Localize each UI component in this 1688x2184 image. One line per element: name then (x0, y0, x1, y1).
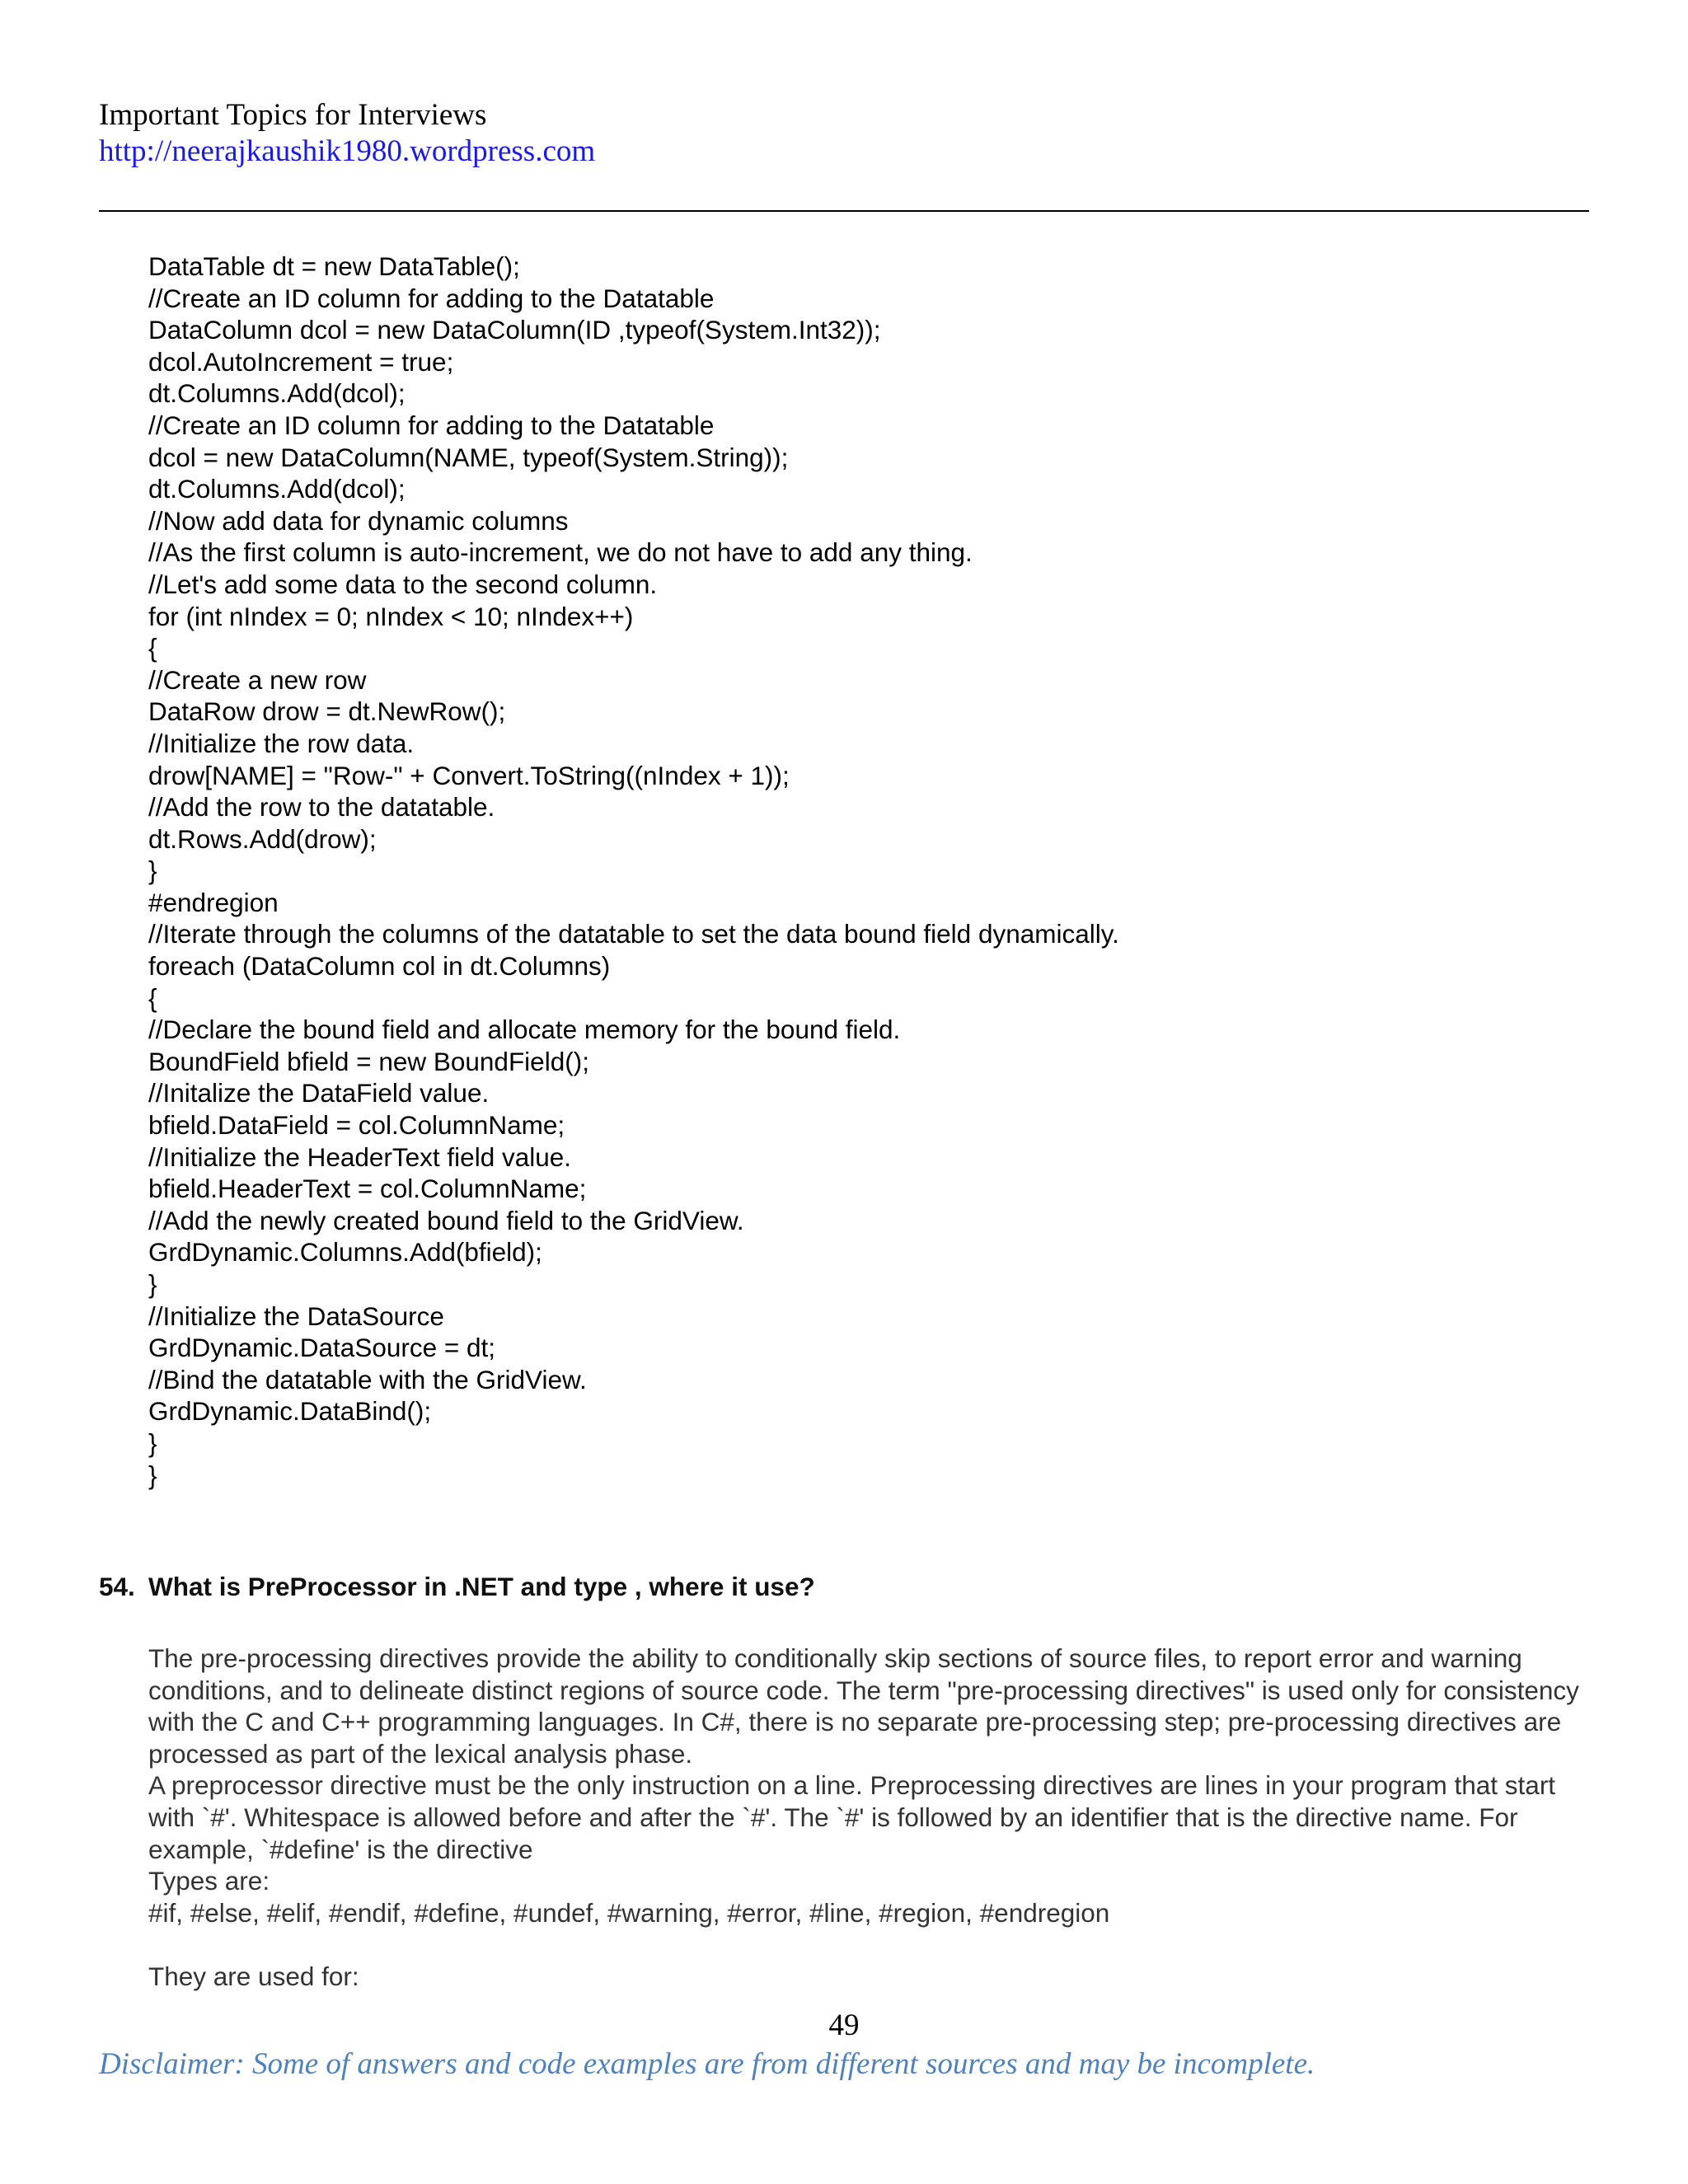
answer-paragraph-2: A preprocessor directive must be the only instruction on a line. Preprocessing directives are lines in your program that start with `#'. Whitespace is allowed before and after the `#'. The `#' is followed by an identifier that is the directive name. For example, `#define' is the directive (148, 1770, 1556, 1864)
code-line: bfield.HeaderText = col.ColumnName; (148, 1174, 587, 1204)
code-line: //Initialize the HeaderText field value. (148, 1141, 572, 1172)
code-line: //Let's add some data to the second column. (148, 569, 658, 599)
code-line: dcol = new DataColumn(NAME, typeof(System.String)); (148, 442, 789, 472)
types-label: Types are: (148, 1866, 270, 1896)
header-divider (99, 210, 1589, 212)
page-number: 49 (828, 2008, 860, 2042)
code-line: //Create an ID column for adding to the Datatable (148, 410, 715, 440)
code-line: dcol.AutoIncrement = true; (148, 346, 454, 377)
code-line: GrdDynamic.Columns.Add(bfield); (148, 1237, 542, 1268)
code-line: //Now add data for dynamic columns (148, 505, 569, 536)
code-line: drow[NAME] = "Row-" + Convert.ToString((nIndex + 1)); (148, 760, 790, 790)
page-header (99, 97, 595, 170)
code-line: //Add the newly created bound field to the GridView. (148, 1205, 744, 1235)
code-line: } (148, 855, 157, 886)
code-line: //Initialize the DataSource (148, 1301, 444, 1331)
answer-body (148, 1643, 1591, 1993)
code-line: //Iterate through the columns of the datatable to set the data bound field dynamically. (148, 919, 1119, 949)
answer-paragraph-1: The pre-processing directives provide the ability to conditionally skip sections of source files, to report error and warning conditions, and to delineate distinct regions of source code. The term "pre-processing directives" is used only for consistency with the C and C++ programming languages. In C#, there is no separate pre-processing step; pre-processing directives are processed as part of the lexical analysis phase. (148, 1643, 1579, 1769)
header-url-link[interactable]: http://neerajkaushik1980.wordpress.com (99, 134, 596, 168)
code-line: //Declare the bound field and allocate memory for the bound field. (148, 1015, 901, 1045)
question-text: What is PreProcessor in .NET and type , where it use? (148, 1572, 815, 1601)
code-line: } (148, 1427, 157, 1458)
code-line: DataRow drow = dt.NewRow(); (148, 696, 506, 727)
code-line: GrdDynamic.DataBind(); (148, 1396, 432, 1427)
code-line: for (int nIndex = 0; nIndex < 10; nIndex++) (148, 601, 634, 631)
code-line: DataTable dt = new DataTable(); (148, 251, 520, 281)
code-block (148, 251, 1119, 1491)
used-for-label: They are used for: (148, 1961, 359, 1991)
code-line: dt.Rows.Add(drow); (148, 823, 377, 854)
code-line: //Create an ID column for adding to the Datatable (148, 283, 715, 313)
code-line: //Create a new row (148, 664, 367, 695)
code-line: GrdDynamic.DataSource = dt; (148, 1333, 496, 1363)
code-line: //Initalize the DataField value. (148, 1078, 490, 1108)
code-line: DataColumn dcol = new DataColumn(ID ,typeof(System.Int32)); (148, 315, 881, 345)
code-line: } (148, 1269, 157, 1299)
code-line: dt.Columns.Add(dcol); (148, 474, 406, 504)
code-line: bfield.DataField = col.ColumnName; (148, 1110, 565, 1141)
code-line: foreach (DataColumn col in dt.Columns) (148, 951, 611, 982)
code-line: //Add the row to the datatable. (148, 792, 495, 823)
question-heading (99, 1571, 815, 1602)
code-line: //As the first column is auto-increment, we do not have to add any thing. (148, 537, 973, 568)
code-line: dt.Columns.Add(dcol); (148, 378, 406, 409)
code-line: //Initialize the row data. (148, 728, 415, 758)
code-line: { (148, 982, 157, 1013)
code-line: { (148, 633, 157, 663)
code-line: } (148, 1460, 157, 1490)
code-line: //Bind the datatable with the GridView. (148, 1364, 587, 1394)
question-number: 54. (99, 1572, 135, 1601)
code-line: #endregion (148, 887, 279, 917)
code-line: BoundField bfield = new BoundField(); (148, 1046, 589, 1076)
header-title: Important Topics for Interviews (99, 98, 487, 132)
disclaimer: Disclaimer: Some of answers and code examples are from different sources and may be incomplete. (99, 2047, 1315, 2081)
types-list: #if, #else, #elif, #endif, #define, #undef, #warning, #error, #line, #region, #endregion (148, 1897, 1110, 1928)
spacer (148, 1929, 1591, 1961)
